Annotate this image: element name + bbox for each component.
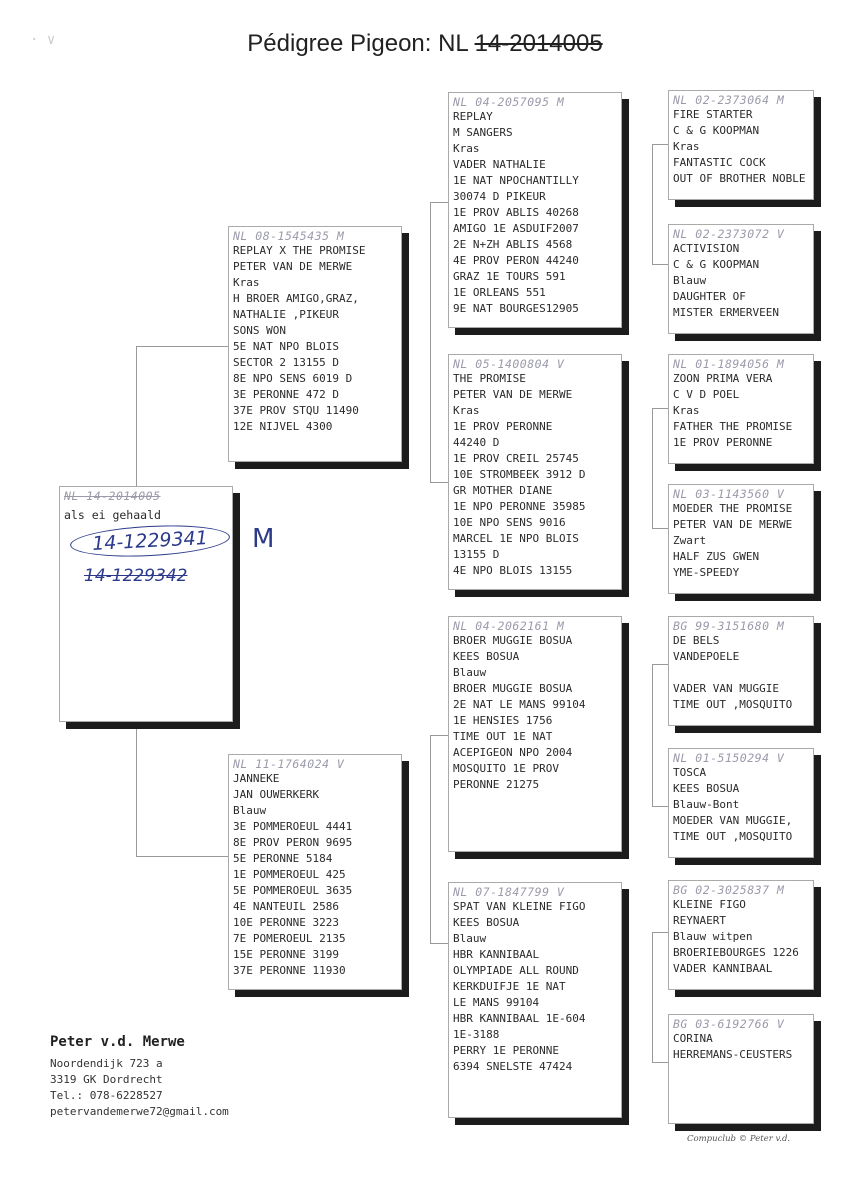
card-lines: [669, 1031, 813, 1063]
card-line: REYNAERT: [673, 914, 726, 927]
page-title: [0, 30, 850, 58]
card-line: M SANGERS: [453, 126, 513, 139]
card-line: SONS WON: [233, 324, 286, 337]
gen3-card: [668, 224, 814, 334]
owner-block: [50, 1034, 229, 1120]
card-line: 1E NAT NPOCHANTILLY: [453, 174, 579, 187]
card-line: CORINA: [673, 1032, 713, 1045]
handwritten-sex: M: [252, 524, 275, 554]
card-line: C V D POEL: [673, 388, 740, 401]
ring-header: NL 04-2057095 M: [453, 95, 565, 109]
card-line: TIME OUT ,MOSQUITO: [673, 698, 793, 711]
dam-card: [228, 754, 402, 990]
card-line: HERREMANS-CEUSTERS: [673, 1048, 793, 1061]
card-line: MOEDER VAN MUGGIE,: [673, 814, 793, 827]
ring-header: NL 05-1400804 V: [453, 357, 565, 371]
card-line: OUT OF BROTHER NOBLE: [673, 172, 806, 185]
card-line: SECTOR 2 13155 D: [233, 356, 339, 369]
card-line: PETER VAN DE MERWE: [453, 388, 573, 401]
card-line: 10E NPO SENS 9016: [453, 516, 566, 529]
grand-dam-maternal-card: [448, 882, 622, 1118]
card-line: Kras: [673, 140, 700, 153]
connector-line: [652, 664, 668, 665]
ring-header: NL 11-1764024 V: [233, 757, 345, 771]
card-line: 7E POMEROEUL 2135: [233, 932, 346, 945]
card-lines: [449, 109, 621, 317]
card-line: FIRE STARTER: [673, 108, 753, 121]
card-lines: [669, 897, 813, 977]
card-line: 3E PERONNE 472 D: [233, 388, 339, 401]
card-line: KEES BOSUA: [453, 916, 520, 929]
card-line: HALF ZUS GWEN: [673, 550, 760, 563]
card-line: [669, 665, 813, 681]
card-line: 12E NIJVEL 4300: [233, 420, 333, 433]
gen3-card: [668, 880, 814, 990]
gen3-card: [668, 748, 814, 858]
card-line: Blauw: [453, 932, 487, 945]
card-line: GR MOTHER DIANE: [453, 484, 553, 497]
card-line: 5E NAT NPO BLOIS: [233, 340, 339, 353]
card-line: Blauw witpen: [673, 930, 753, 943]
card-line: MOEDER THE PROMISE: [673, 502, 793, 515]
card-lines: [449, 371, 621, 579]
connector-line: [652, 264, 668, 265]
card-line: BROER MUGGIE BOSUA: [453, 634, 573, 647]
card-line: H BROER AMIGO,GRAZ,: [233, 292, 359, 305]
ring-header: NL 02-2373072 V: [673, 227, 785, 241]
card-line: MISTER ERMERVEEN: [673, 306, 779, 319]
card-line: 2E NAT LE MANS 99104: [453, 698, 586, 711]
sire-card: [228, 226, 402, 462]
card-line: Blauw: [233, 804, 267, 817]
card-line: YME-SPEEDY: [673, 566, 740, 579]
subject-ring-header: NL 14-2014005: [64, 489, 161, 503]
ring-header: NL 07-1847799 V: [453, 885, 565, 899]
card-line: ZOON PRIMA VERA: [673, 372, 773, 385]
card-line: DAUGHTER OF: [673, 290, 746, 303]
card-line: PERRY 1E PERONNE: [453, 1044, 559, 1057]
card-lines: [669, 501, 813, 581]
card-line: THE PROMISE: [453, 372, 526, 385]
ring-header: NL 04-2062161 M: [453, 619, 565, 633]
card-line: Kras: [453, 404, 480, 417]
card-line: 37E PERONNE 11930: [233, 964, 346, 977]
connector-line: [652, 806, 668, 807]
footer-credit: Compuclub © Peter v.d.: [687, 1134, 791, 1144]
card-line: Kras: [673, 404, 700, 417]
card-line: 1E POMMEROEUL 425: [233, 868, 346, 881]
card-line: KEES BOSUA: [453, 650, 520, 663]
card-line: 1E NPO PERONNE 35985: [453, 500, 586, 513]
card-line: Kras: [453, 142, 480, 155]
card-line: 4E NANTEUIL 2586: [233, 900, 339, 913]
card-line: JANNEKE: [233, 772, 280, 785]
owner-phone: Tel.: 078-6228527: [50, 1089, 163, 1102]
card-lines: [449, 899, 621, 1075]
card-line: KLEINE FIGO: [673, 898, 746, 911]
handwritten-ring: 14-1229341: [69, 522, 230, 560]
title-prefix: Pédigree Pigeon: NL: [247, 30, 475, 57]
card-line: 1E PROV ABLIS 40268: [453, 206, 579, 219]
card-line: 44240 D: [453, 436, 500, 449]
connector-line: [652, 932, 668, 933]
scan-specks: · ∨: [30, 32, 56, 48]
owner-postal: 3319 GK Dordrecht: [50, 1073, 163, 1086]
card-line: TOSCA: [673, 766, 707, 779]
connector-line: [652, 144, 668, 145]
card-lines: [669, 107, 813, 187]
card-line: 3E POMMEROEUL 4441: [233, 820, 353, 833]
card-line: Kras: [233, 276, 260, 289]
connector-line: [136, 346, 137, 486]
subject-note: als ei gehaald: [64, 508, 161, 522]
card-line: LE MANS 99104: [453, 996, 540, 1009]
ring-header: NL 01-5150294 V: [673, 751, 785, 765]
card-line: GRAZ 1E TOURS 591: [453, 270, 566, 283]
ring-header: NL 01-1894056 M: [673, 357, 785, 371]
card-lines: [669, 241, 813, 321]
card-line: BROERIEBOURGES 1226: [673, 946, 799, 959]
connector-line: [430, 202, 431, 482]
card-line: 2E N+ZH ABLIS 4568: [453, 238, 573, 251]
card-line: 9E NAT BOURGES12905: [453, 302, 579, 315]
card-lines: [669, 765, 813, 845]
connector-line: [136, 346, 230, 347]
card-line: Blauw: [453, 666, 487, 679]
connector-line: [652, 1062, 668, 1063]
card-line: VANDEPOELE: [673, 650, 740, 663]
card-line: 30074 D PIKEUR: [453, 190, 546, 203]
card-line: 15E PERONNE 3199: [233, 948, 339, 961]
connector-line: [430, 735, 448, 736]
card-line: VADER KANNIBAAL: [673, 962, 773, 975]
subject-pigeon-card: [59, 486, 233, 722]
connector-line: [652, 408, 653, 528]
card-line: 1E PROV CREIL 25745: [453, 452, 579, 465]
card-lines: [669, 633, 813, 713]
connector-line: [430, 735, 431, 943]
card-line: SPAT VAN KLEINE FIGO: [453, 900, 586, 913]
card-lines: [229, 243, 401, 435]
card-line: 1E HENSIES 1756: [453, 714, 553, 727]
gen3-card: [668, 616, 814, 726]
card-line: DE BELS: [673, 634, 720, 647]
card-line: 5E POMMEROEUL 3635: [233, 884, 353, 897]
card-line: KEES BOSUA: [673, 782, 740, 795]
handwritten-crossed-ring: 14-1229342: [84, 566, 188, 586]
card-line: FANTASTIC COCK: [673, 156, 766, 169]
connector-line: [430, 482, 448, 483]
card-line: BROER MUGGIE BOSUA: [453, 682, 573, 695]
ring-header: BG 02-3025837 M: [673, 883, 785, 897]
owner-email: petervandemerwe72@gmail.com: [50, 1105, 229, 1118]
connector-line: [652, 528, 668, 529]
gen3-card: [668, 1014, 814, 1124]
card-line: 4E NPO BLOIS 13155: [453, 564, 573, 577]
grand-dam-paternal-card: [448, 354, 622, 590]
card-line: 37E PROV STQU 11490: [233, 404, 359, 417]
ring-header: NL 08-1545435 M: [233, 229, 345, 243]
card-lines: [229, 771, 401, 979]
card-line: 1E ORLEANS 551: [453, 286, 546, 299]
gen3-card: [668, 90, 814, 200]
card-line: OLYMPIADE ALL ROUND: [453, 964, 579, 977]
card-line: 8E NPO SENS 6019 D: [233, 372, 353, 385]
card-line: NATHALIE ,PIKEUR: [233, 308, 339, 321]
card-line: 13155 D: [453, 548, 500, 561]
card-line: C & G KOOPMAN: [673, 124, 760, 137]
gen3-card: [668, 484, 814, 594]
card-line: TIME OUT ,MOSQUITO: [673, 830, 793, 843]
card-line: C & G KOOPMAN: [673, 258, 760, 271]
card-line: Zwart: [673, 534, 707, 547]
card-line: 8E PROV PERON 9695: [233, 836, 353, 849]
card-line: 10E PERONNE 3223: [233, 916, 339, 929]
card-line: 6394 SNELSTE 47424: [453, 1060, 573, 1073]
owner-address: Noordendijk 723 a: [50, 1057, 163, 1070]
card-line: JAN OUWERKERK: [233, 788, 320, 801]
ring-header: NL 02-2373064 M: [673, 93, 785, 107]
card-line: 1E-3188: [453, 1028, 500, 1041]
connector-line: [136, 856, 230, 857]
connector-line: [136, 724, 137, 856]
connector-line: [652, 932, 653, 1062]
card-line: FATHER THE PROMISE: [673, 420, 793, 433]
ring-header: NL 03-1143560 V: [673, 487, 785, 501]
card-line: ACEPIGEON NPO 2004: [453, 746, 573, 759]
card-line: MOSQUITO 1E PROV: [453, 762, 559, 775]
owner-name: Peter v.d. Merwe: [50, 1034, 185, 1050]
card-line: MARCEL 1E NPO BLOIS: [453, 532, 579, 545]
card-line: PETER VAN DE MERWE: [673, 518, 793, 531]
ring-header: BG 03-6192766 V: [673, 1017, 785, 1031]
grand-sire-maternal-card: [448, 616, 622, 852]
card-line: 10E STROMBEEK 3912 D: [453, 468, 586, 481]
card-line: HBR KANNIBAAL 1E-604: [453, 1012, 586, 1025]
card-line: REPLAY X THE PROMISE: [233, 244, 366, 257]
connector-line: [652, 664, 653, 806]
card-line: PERONNE 21275: [453, 778, 540, 791]
connector-line: [652, 408, 668, 409]
card-line: VADER NATHALIE: [453, 158, 546, 171]
card-line: HBR KANNIBAAL: [453, 948, 540, 961]
card-lines: [449, 633, 621, 793]
connector-line: [430, 202, 448, 203]
card-line: Blauw-Bont: [673, 798, 740, 811]
connector-line: [430, 943, 448, 944]
gen3-card: [668, 354, 814, 464]
card-line: 1E PROV PERONNE: [673, 436, 773, 449]
card-lines: [669, 371, 813, 451]
ring-header: BG 99-3151680 M: [673, 619, 785, 633]
title-ring-number: 14-2014005: [474, 30, 603, 57]
card-line: VADER VAN MUGGIE: [673, 682, 779, 695]
card-line: AMIGO 1E ASDUIF2007: [453, 222, 579, 235]
card-line: ACTIVISION: [673, 242, 740, 255]
card-line: 4E PROV PERON 44240: [453, 254, 579, 267]
card-line: TIME OUT 1E NAT: [453, 730, 553, 743]
card-line: PETER VAN DE MERWE: [233, 260, 353, 273]
connector-line: [652, 144, 653, 264]
card-line: 5E PERONNE 5184: [233, 852, 333, 865]
card-line: REPLAY: [453, 110, 493, 123]
grand-sire-paternal-card: [448, 92, 622, 328]
card-line: KERKDUIFJE 1E NAT: [453, 980, 566, 993]
card-line: 1E PROV PERONNE: [453, 420, 553, 433]
card-line: Blauw: [673, 274, 707, 287]
